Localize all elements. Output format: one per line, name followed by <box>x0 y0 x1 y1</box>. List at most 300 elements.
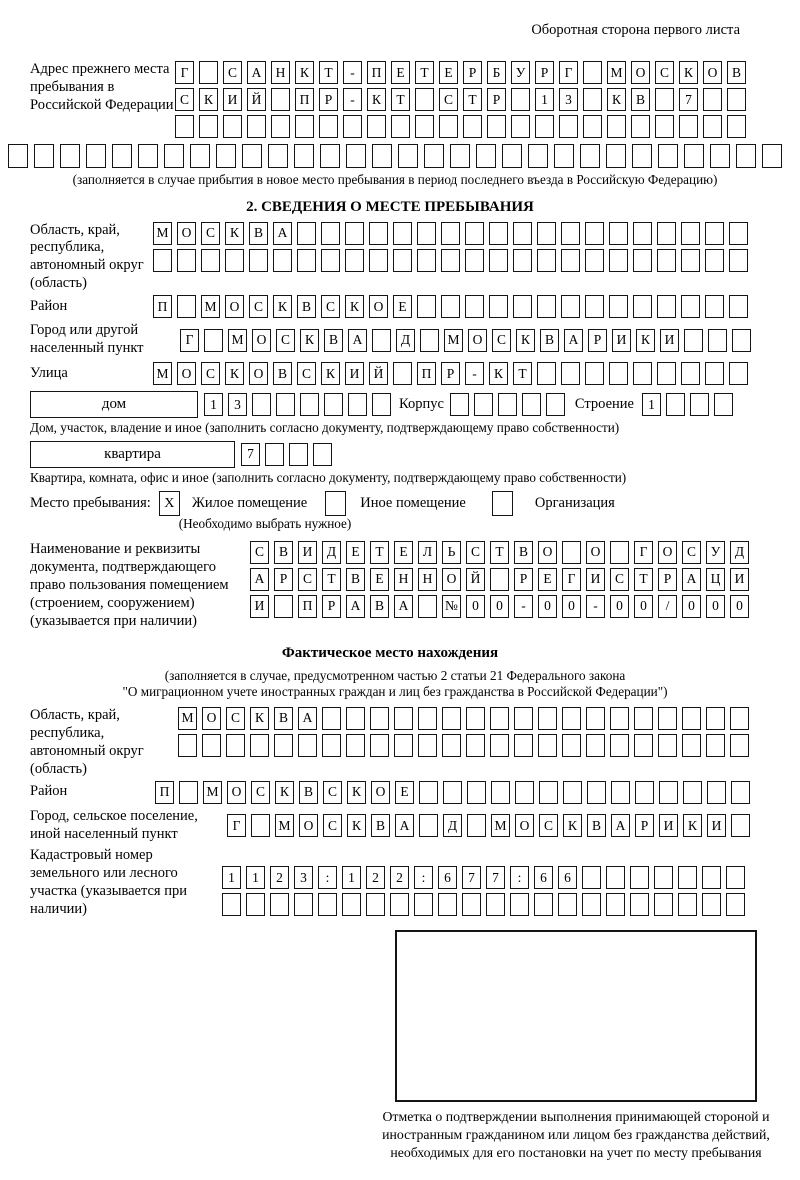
char-cell[interactable]: 1 <box>222 866 241 889</box>
char-cell[interactable] <box>609 362 628 385</box>
char-cell[interactable]: В <box>273 362 292 385</box>
checkbox-organization[interactable] <box>492 491 513 516</box>
char-cell[interactable] <box>250 734 269 757</box>
char-cell[interactable] <box>164 144 184 168</box>
char-cell[interactable]: Т <box>415 61 434 84</box>
char-cell[interactable] <box>582 866 601 889</box>
char-cell[interactable]: В <box>371 814 390 837</box>
char-cell[interactable] <box>418 595 437 618</box>
char-cell[interactable] <box>466 734 485 757</box>
char-cell[interactable]: А <box>564 329 583 352</box>
char-cell[interactable]: К <box>225 222 244 245</box>
char-cell[interactable]: И <box>612 329 631 352</box>
char-cell[interactable]: Т <box>463 88 482 111</box>
char-cell[interactable]: - <box>465 362 484 385</box>
char-cell[interactable]: Й <box>466 568 485 591</box>
char-cell[interactable]: А <box>611 814 630 837</box>
char-cell[interactable] <box>393 362 412 385</box>
char-cell[interactable] <box>112 144 132 168</box>
char-cell[interactable] <box>369 249 388 272</box>
char-cell[interactable] <box>489 222 508 245</box>
char-cell[interactable]: Р <box>463 61 482 84</box>
char-cell[interactable]: С <box>323 814 342 837</box>
char-cell[interactable] <box>463 115 482 138</box>
char-cell[interactable] <box>535 115 554 138</box>
char-cell[interactable] <box>561 295 580 318</box>
char-cell[interactable] <box>394 707 413 730</box>
char-cell[interactable]: Ц <box>706 568 725 591</box>
char-cell[interactable] <box>683 781 702 804</box>
char-cell[interactable] <box>348 393 367 416</box>
char-cell[interactable] <box>705 362 724 385</box>
char-cell[interactable]: 0 <box>610 595 629 618</box>
char-cell[interactable]: 0 <box>682 595 701 618</box>
char-cell[interactable] <box>418 734 437 757</box>
char-cell[interactable]: К <box>563 814 582 837</box>
char-cell[interactable] <box>415 115 434 138</box>
char-cell[interactable]: С <box>276 329 295 352</box>
char-cell[interactable] <box>502 144 522 168</box>
char-cell[interactable] <box>586 707 605 730</box>
char-cell[interactable] <box>705 249 724 272</box>
char-cell[interactable]: Г <box>559 61 578 84</box>
char-cell[interactable]: О <box>177 222 196 245</box>
char-cell[interactable]: 6 <box>438 866 457 889</box>
char-cell[interactable] <box>199 61 218 84</box>
char-cell[interactable] <box>730 734 749 757</box>
char-cell[interactable] <box>714 393 733 416</box>
char-cell[interactable] <box>391 115 410 138</box>
char-cell[interactable] <box>513 295 532 318</box>
char-cell[interactable]: П <box>153 295 172 318</box>
char-cell[interactable] <box>175 115 194 138</box>
char-cell[interactable]: А <box>298 707 317 730</box>
char-cell[interactable] <box>690 393 709 416</box>
char-cell[interactable]: Н <box>418 568 437 591</box>
char-cell[interactable] <box>681 362 700 385</box>
char-cell[interactable] <box>474 393 493 416</box>
char-cell[interactable]: С <box>226 707 245 730</box>
char-cell[interactable] <box>537 362 556 385</box>
char-cell[interactable] <box>60 144 80 168</box>
char-cell[interactable] <box>679 115 698 138</box>
char-cell[interactable]: 2 <box>270 866 289 889</box>
char-cell[interactable] <box>583 115 602 138</box>
char-cell[interactable]: В <box>540 329 559 352</box>
char-cell[interactable]: 1 <box>535 88 554 111</box>
char-cell[interactable]: И <box>250 595 269 618</box>
char-cell[interactable]: Е <box>346 541 365 564</box>
char-cell[interactable] <box>490 568 509 591</box>
char-cell[interactable] <box>466 707 485 730</box>
char-cell[interactable]: В <box>514 541 533 564</box>
char-cell[interactable] <box>657 249 676 272</box>
char-cell[interactable]: Т <box>490 541 509 564</box>
char-cell[interactable]: М <box>444 329 463 352</box>
char-cell[interactable]: О <box>371 781 390 804</box>
char-cell[interactable]: С <box>249 295 268 318</box>
char-cell[interactable] <box>297 222 316 245</box>
char-cell[interactable]: 3 <box>559 88 578 111</box>
char-cell[interactable]: А <box>394 595 413 618</box>
char-cell[interactable]: Т <box>391 88 410 111</box>
char-cell[interactable]: К <box>489 362 508 385</box>
char-cell[interactable]: С <box>298 568 317 591</box>
char-cell[interactable]: Е <box>395 781 414 804</box>
char-cell[interactable] <box>606 893 625 916</box>
char-cell[interactable]: Р <box>274 568 293 591</box>
char-cell[interactable] <box>153 249 172 272</box>
char-cell[interactable]: Е <box>391 61 410 84</box>
char-cell[interactable] <box>635 781 654 804</box>
char-cell[interactable] <box>582 893 601 916</box>
char-cell[interactable] <box>265 443 284 466</box>
char-cell[interactable] <box>678 893 697 916</box>
char-cell[interactable]: Й <box>247 88 266 111</box>
char-cell[interactable]: У <box>706 541 725 564</box>
char-cell[interactable]: А <box>395 814 414 837</box>
char-cell[interactable]: М <box>178 707 197 730</box>
char-cell[interactable] <box>682 707 701 730</box>
char-cell[interactable] <box>300 393 319 416</box>
char-cell[interactable]: Р <box>658 568 677 591</box>
char-cell[interactable]: Л <box>418 541 437 564</box>
char-cell[interactable]: Е <box>393 295 412 318</box>
char-cell[interactable]: Г <box>634 541 653 564</box>
char-cell[interactable] <box>271 115 290 138</box>
char-cell[interactable]: Р <box>319 88 338 111</box>
char-cell[interactable]: С <box>201 362 220 385</box>
char-cell[interactable] <box>318 893 337 916</box>
char-cell[interactable] <box>736 144 756 168</box>
char-cell[interactable]: С <box>323 781 342 804</box>
char-cell[interactable]: 0 <box>490 595 509 618</box>
char-cell[interactable] <box>271 88 290 111</box>
char-cell[interactable]: Р <box>322 595 341 618</box>
char-cell[interactable]: - <box>343 61 362 84</box>
char-cell[interactable]: : <box>510 866 529 889</box>
char-cell[interactable] <box>490 734 509 757</box>
char-cell[interactable]: Г <box>180 329 199 352</box>
char-cell[interactable] <box>702 893 721 916</box>
char-cell[interactable] <box>465 295 484 318</box>
char-cell[interactable]: Е <box>394 541 413 564</box>
char-cell[interactable] <box>707 781 726 804</box>
char-cell[interactable] <box>298 734 317 757</box>
char-cell[interactable]: Ь <box>442 541 461 564</box>
char-cell[interactable]: О <box>586 541 605 564</box>
apartment-widebox[interactable]: квартира <box>30 441 235 468</box>
char-cell[interactable]: Р <box>535 61 554 84</box>
char-cell[interactable]: Г <box>227 814 246 837</box>
char-cell[interactable]: 0 <box>562 595 581 618</box>
char-cell[interactable] <box>487 115 506 138</box>
char-cell[interactable] <box>251 814 270 837</box>
char-cell[interactable] <box>511 115 530 138</box>
char-cell[interactable] <box>367 115 386 138</box>
char-cell[interactable] <box>419 814 438 837</box>
char-cell[interactable]: И <box>345 362 364 385</box>
char-cell[interactable] <box>585 295 604 318</box>
char-cell[interactable] <box>498 393 517 416</box>
char-cell[interactable]: О <box>369 295 388 318</box>
char-cell[interactable] <box>441 222 460 245</box>
char-cell[interactable] <box>294 893 313 916</box>
char-cell[interactable]: Т <box>322 568 341 591</box>
char-cell[interactable]: 6 <box>558 866 577 889</box>
char-cell[interactable]: К <box>679 61 698 84</box>
char-cell[interactable]: Р <box>514 568 533 591</box>
char-cell[interactable]: Д <box>443 814 462 837</box>
char-cell[interactable]: М <box>228 329 247 352</box>
char-cell[interactable]: № <box>442 595 461 618</box>
char-cell[interactable]: С <box>610 568 629 591</box>
char-cell[interactable] <box>370 734 389 757</box>
char-cell[interactable] <box>610 734 629 757</box>
char-cell[interactable] <box>731 781 750 804</box>
char-cell[interactable] <box>252 393 271 416</box>
char-cell[interactable] <box>681 249 700 272</box>
char-cell[interactable] <box>294 144 314 168</box>
char-cell[interactable] <box>270 893 289 916</box>
char-cell[interactable]: С <box>321 295 340 318</box>
char-cell[interactable] <box>417 222 436 245</box>
char-cell[interactable]: С <box>250 541 269 564</box>
char-cell[interactable] <box>418 707 437 730</box>
char-cell[interactable] <box>561 362 580 385</box>
char-cell[interactable]: О <box>252 329 271 352</box>
char-cell[interactable]: Д <box>730 541 749 564</box>
char-cell[interactable] <box>225 249 244 272</box>
char-cell[interactable] <box>631 115 650 138</box>
char-cell[interactable] <box>633 295 652 318</box>
char-cell[interactable]: М <box>607 61 626 84</box>
char-cell[interactable]: 0 <box>706 595 725 618</box>
char-cell[interactable]: 6 <box>534 866 553 889</box>
char-cell[interactable]: М <box>153 362 172 385</box>
char-cell[interactable] <box>731 814 750 837</box>
char-cell[interactable]: О <box>442 568 461 591</box>
char-cell[interactable] <box>729 295 748 318</box>
char-cell[interactable] <box>762 144 782 168</box>
char-cell[interactable] <box>657 222 676 245</box>
char-cell[interactable] <box>216 144 236 168</box>
char-cell[interactable] <box>489 295 508 318</box>
char-cell[interactable] <box>705 295 724 318</box>
char-cell[interactable]: М <box>491 814 510 837</box>
char-cell[interactable] <box>510 893 529 916</box>
char-cell[interactable]: Г <box>562 568 581 591</box>
char-cell[interactable] <box>655 115 674 138</box>
char-cell[interactable]: Р <box>588 329 607 352</box>
char-cell[interactable]: К <box>250 707 269 730</box>
char-cell[interactable]: С <box>297 362 316 385</box>
char-cell[interactable]: 7 <box>462 866 481 889</box>
char-cell[interactable]: В <box>631 88 650 111</box>
char-cell[interactable] <box>633 362 652 385</box>
char-cell[interactable] <box>346 734 365 757</box>
char-cell[interactable] <box>273 249 292 272</box>
char-cell[interactable]: П <box>295 88 314 111</box>
char-cell[interactable] <box>632 144 652 168</box>
char-cell[interactable]: И <box>707 814 726 837</box>
char-cell[interactable] <box>684 329 703 352</box>
char-cell[interactable] <box>583 88 602 111</box>
checkbox-residential[interactable]: X <box>159 491 180 516</box>
char-cell[interactable] <box>226 734 245 757</box>
char-cell[interactable] <box>490 707 509 730</box>
char-cell[interactable] <box>534 893 553 916</box>
char-cell[interactable] <box>297 249 316 272</box>
char-cell[interactable]: К <box>345 295 364 318</box>
char-cell[interactable] <box>554 144 574 168</box>
char-cell[interactable] <box>630 893 649 916</box>
char-cell[interactable] <box>289 443 308 466</box>
char-cell[interactable] <box>610 707 629 730</box>
checkbox-other-premises[interactable] <box>325 491 346 516</box>
char-cell[interactable] <box>705 222 724 245</box>
char-cell[interactable]: В <box>274 541 293 564</box>
char-cell[interactable] <box>462 893 481 916</box>
char-cell[interactable] <box>342 893 361 916</box>
char-cell[interactable] <box>346 707 365 730</box>
char-cell[interactable]: В <box>727 61 746 84</box>
char-cell[interactable] <box>729 222 748 245</box>
char-cell[interactable] <box>394 734 413 757</box>
char-cell[interactable] <box>321 249 340 272</box>
char-cell[interactable] <box>441 295 460 318</box>
char-cell[interactable]: - <box>514 595 533 618</box>
char-cell[interactable] <box>393 222 412 245</box>
char-cell[interactable] <box>708 329 727 352</box>
char-cell[interactable] <box>585 249 604 272</box>
char-cell[interactable]: О <box>468 329 487 352</box>
char-cell[interactable] <box>450 393 469 416</box>
char-cell[interactable] <box>610 541 629 564</box>
char-cell[interactable] <box>678 866 697 889</box>
char-cell[interactable]: М <box>275 814 294 837</box>
char-cell[interactable] <box>370 707 389 730</box>
char-cell[interactable]: С <box>223 61 242 84</box>
char-cell[interactable]: С <box>682 541 701 564</box>
char-cell[interactable]: Д <box>322 541 341 564</box>
char-cell[interactable] <box>538 707 557 730</box>
char-cell[interactable] <box>658 144 678 168</box>
char-cell[interactable]: Р <box>487 88 506 111</box>
char-cell[interactable] <box>86 144 106 168</box>
char-cell[interactable]: И <box>223 88 242 111</box>
char-cell[interactable]: К <box>321 362 340 385</box>
char-cell[interactable]: О <box>177 362 196 385</box>
char-cell[interactable] <box>658 707 677 730</box>
char-cell[interactable] <box>537 222 556 245</box>
char-cell[interactable]: Г <box>175 61 194 84</box>
char-cell[interactable] <box>414 893 433 916</box>
char-cell[interactable]: Е <box>439 61 458 84</box>
char-cell[interactable] <box>346 144 366 168</box>
char-cell[interactable] <box>681 222 700 245</box>
char-cell[interactable] <box>561 249 580 272</box>
char-cell[interactable] <box>177 295 196 318</box>
char-cell[interactable] <box>439 115 458 138</box>
char-cell[interactable]: Т <box>634 568 653 591</box>
char-cell[interactable] <box>249 249 268 272</box>
char-cell[interactable]: Е <box>538 568 557 591</box>
char-cell[interactable]: : <box>414 866 433 889</box>
char-cell[interactable]: Т <box>370 541 389 564</box>
char-cell[interactable] <box>537 249 556 272</box>
char-cell[interactable] <box>222 893 241 916</box>
char-cell[interactable] <box>489 249 508 272</box>
char-cell[interactable] <box>398 144 418 168</box>
char-cell[interactable] <box>580 144 600 168</box>
char-cell[interactable] <box>204 329 223 352</box>
char-cell[interactable]: 1 <box>342 866 361 889</box>
char-cell[interactable] <box>419 781 438 804</box>
char-cell[interactable] <box>727 115 746 138</box>
char-cell[interactable] <box>706 707 725 730</box>
char-cell[interactable] <box>295 115 314 138</box>
char-cell[interactable] <box>343 115 362 138</box>
char-cell[interactable] <box>666 393 685 416</box>
char-cell[interactable] <box>606 144 626 168</box>
char-cell[interactable] <box>476 144 496 168</box>
char-cell[interactable]: Н <box>271 61 290 84</box>
char-cell[interactable] <box>247 115 266 138</box>
char-cell[interactable] <box>710 144 730 168</box>
char-cell[interactable] <box>585 362 604 385</box>
char-cell[interactable]: О <box>703 61 722 84</box>
char-cell[interactable]: К <box>347 781 366 804</box>
char-cell[interactable] <box>655 88 674 111</box>
char-cell[interactable]: 0 <box>634 595 653 618</box>
char-cell[interactable]: - <box>343 88 362 111</box>
char-cell[interactable]: В <box>297 295 316 318</box>
char-cell[interactable]: В <box>249 222 268 245</box>
char-cell[interactable]: А <box>273 222 292 245</box>
char-cell[interactable] <box>513 222 532 245</box>
char-cell[interactable]: И <box>586 568 605 591</box>
char-cell[interactable]: 1 <box>246 866 265 889</box>
char-cell[interactable]: 1 <box>204 393 223 416</box>
char-cell[interactable]: С <box>439 88 458 111</box>
char-cell[interactable] <box>369 222 388 245</box>
char-cell[interactable] <box>190 144 210 168</box>
char-cell[interactable] <box>562 734 581 757</box>
char-cell[interactable] <box>654 866 673 889</box>
char-cell[interactable]: П <box>155 781 174 804</box>
char-cell[interactable]: С <box>251 781 270 804</box>
char-cell[interactable] <box>727 88 746 111</box>
char-cell[interactable]: К <box>636 329 655 352</box>
char-cell[interactable] <box>657 362 676 385</box>
char-cell[interactable] <box>522 393 541 416</box>
char-cell[interactable] <box>390 893 409 916</box>
char-cell[interactable] <box>539 781 558 804</box>
char-cell[interactable] <box>681 295 700 318</box>
char-cell[interactable] <box>424 144 444 168</box>
char-cell[interactable]: О <box>227 781 246 804</box>
char-cell[interactable]: 0 <box>538 595 557 618</box>
char-cell[interactable] <box>417 295 436 318</box>
char-cell[interactable] <box>274 595 293 618</box>
char-cell[interactable]: : <box>318 866 337 889</box>
char-cell[interactable] <box>372 329 391 352</box>
char-cell[interactable] <box>467 781 486 804</box>
char-cell[interactable]: Е <box>370 568 389 591</box>
char-cell[interactable]: К <box>683 814 702 837</box>
char-cell[interactable] <box>585 222 604 245</box>
